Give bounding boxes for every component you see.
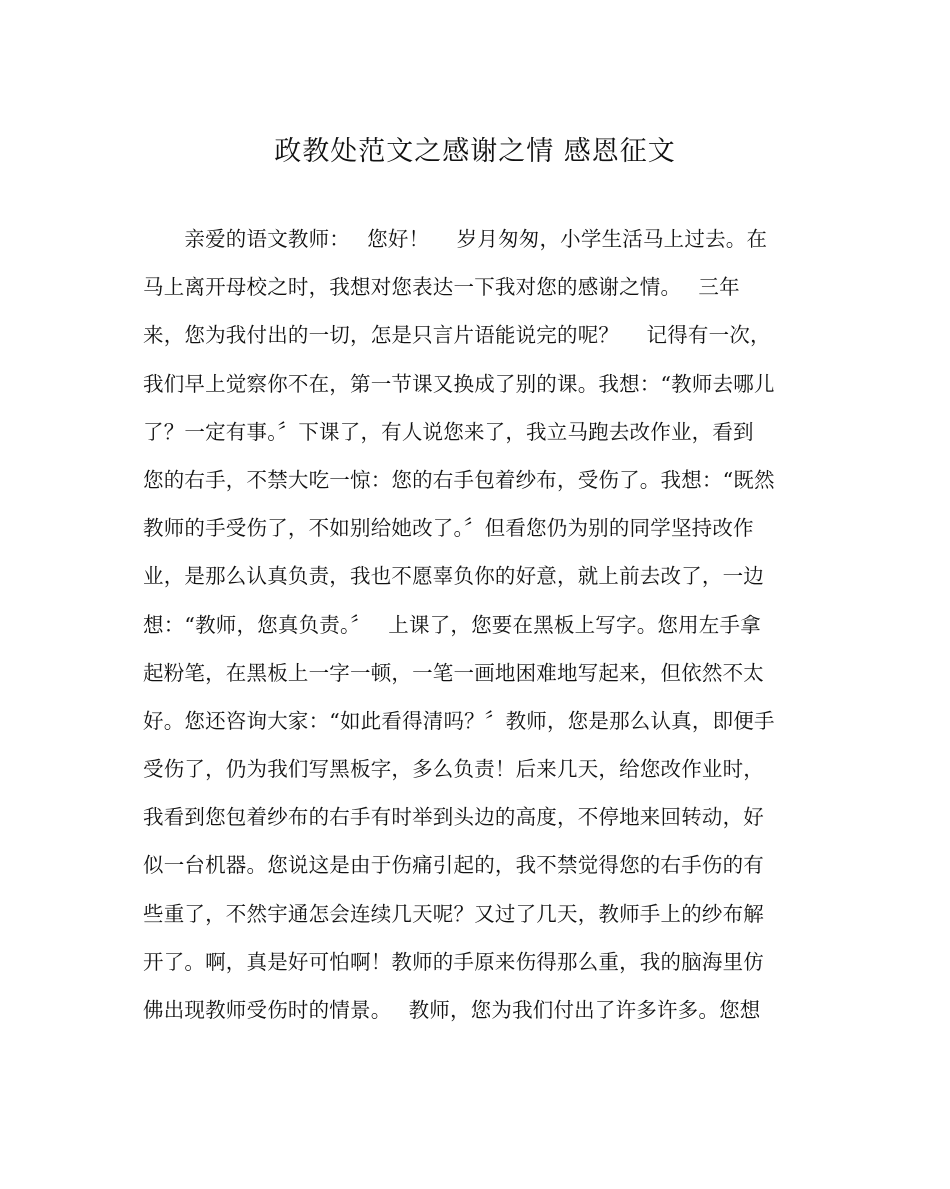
text-line: 您的右手，不禁大吃一惊：您的右手包着纱布，受伤了。我想：“既然 [143, 467, 775, 492]
body-text [143, 215, 823, 1034]
text-line: 亲爱的语文教师： 您好！ 岁月匆匆，小学生活马上过去。在 [143, 227, 768, 251]
text-line: 马上离开母校之时，我想对您表达一下我对您的感谢之情。 三年 [143, 275, 740, 300]
text-line: 似一台机器。您说这是由于伤痛引起的，我不禁觉得您的右手伤的有 [143, 853, 764, 878]
text-line: 我们早上觉察你不在，第一节课又换成了别的课。我想：“教师去哪儿 [143, 371, 775, 396]
document-title: 政教处范文之感谢之情 感恩征文 [274, 136, 676, 167]
text-line: 想：“教师，您真负责。〞 上课了，您要在黑板上写字。您用左手拿 [143, 612, 761, 637]
text-line: 些重了，不然宇通怎会连续几天呢？又过了几天，教师手上的纱布解 [143, 901, 764, 926]
text-line: 佛出现教师受伤时的情景。 教师，您为我们付出了许多许多。您想 [143, 998, 761, 1022]
text-line: 我看到您包着纱布的右手有时举到头边的高度，不停地来回转动，好 [143, 805, 764, 830]
text-line: 起粉笔，在黑板上一字一顿，一笔一画地困难地写起来，但依然不太 [143, 660, 764, 685]
text-line: 教师的手受伤了，不如别给她改了。〞但看您仍为别的同学坚持改作 [143, 516, 754, 541]
text-line: 来，您为我付出的一切，怎是只言片语能说完的呢？ 记得有一次， [143, 323, 771, 348]
text-line: 受伤了，仍为我们写黑板字，多么负责！后来几天，给您改作业时， [143, 757, 764, 782]
text-line: 开了。啊，真是好可怕啊！教师的手原来伤得那么重，我的脑海里仿 [143, 949, 764, 974]
text-line: 业，是那么认真负责，我也不愿辜负你的好意，就上前去改了，一边 [143, 564, 764, 589]
text-line: 好。您还咨询大家：“如此看得清吗？〞教师，您是那么认真，即便手 [143, 708, 775, 733]
text-line: 了？一定有事。〞下课了，有人说您来了，我立马跑去改作业，看到 [143, 419, 754, 444]
